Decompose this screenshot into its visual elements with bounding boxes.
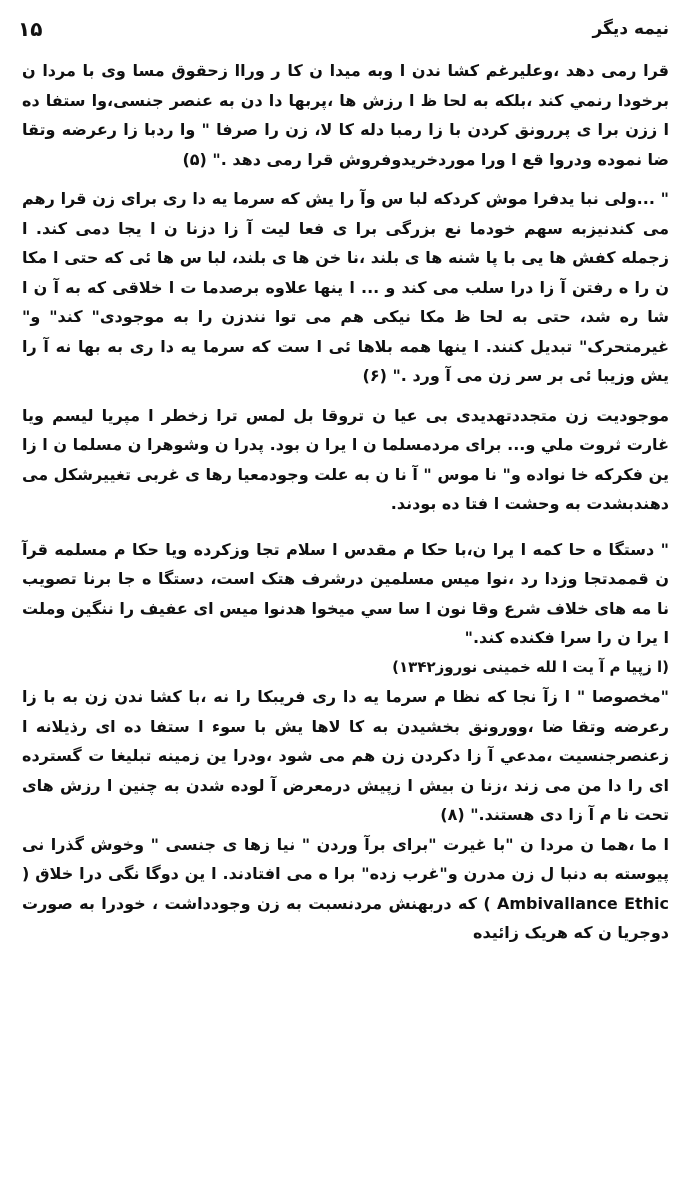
page-header: [18, 14, 669, 44]
running-title: نیمه دیگر: [592, 19, 669, 39]
citation-khomeini: (ا زپیا م آ یت ا لله خمینی نوروز۱۳۴۲): [392, 657, 669, 676]
page-body: [22, 56, 669, 948]
page-number: ۱۵: [18, 17, 43, 41]
paragraph-khomeini-quote: " دستگا ه حا کمه ا یرا ن،با حکا م مقدس ا سلام تجا وزکرده ویا حکا م مسلمه قرآ ن قممدتجا وزدا رد ،نوا میس مسلمین درشرف هتک است، دستگا ه جا برنا تصویب نا مه های خلاف شرع وقا نون ا سا سي میخوا هدنوا میس ای عفیف را ننگین وملت ا یرا ن را سرا فکنده کند.": [22, 539, 669, 647]
paragraph-ambivalence-ethic: ا ما ،هما ن مردا ن "با غیرت "برای برآ وردن " نیا زها ی جنسی " وخوش گذرا نی پیوسته به دنبا ل زن مدرن و"غرب زده" برا ه می افتادند. ا ین دوگا نگی درا خلاق ( Ambivallance Ethic ) که دربهنش مردنسبت به زن وجودداشت ، خودرا به صورت دوجریا ن که هریک زائیده: [22, 834, 670, 942]
paragraph-modern-woman: موجودیت زن متجددتهدیدی بی عیا ن تروقا بل لمس ترا زخطر ا مپریا لیسم ویا غارت ثروت ملي و... برای مردمسلما ن ا یرا ن بود. پدرا ن وشوهرا ن مسلما ن ا زا ین فکرکه خا نواده و" نا موس " آ نا ن به علت وجودمعیا رها ی غربی تغییرشکل می دهندبشدت به وحشت ا فتا ده بودند.: [22, 405, 669, 513]
paragraph-quote-8: "مخصوصا " ا زآ نجا که نظا م سرما یه دا ری فریبکا را نه ،با کشا ندن زن به با زا رعرضه وتقا ضا ،وورونق بخشیدن به کا لاها یش با سوء ا ستفا ده ای رذیلانه ا زعنصرجنسیت ،مدعي آ زا دکردن زن هم می شود ،ودرا ین زمینه تبلیغا ت گسترده ای را دا من می زند ،زنا ن بیش ا زپیش درمعرض آ لوده شدن به چنین ا رزش های تحت نا م آ زا دی هستند." (۸): [22, 687, 669, 824]
paragraph-quote-6: " ...ولی نبا یدفرا موش کردکه لبا س وآ را یش که سرما یه دا ری برای زن قرا رهم می کندنیزبه سهم خودما نع بزرگی برا ی فعا لیت آ زا دزنا ن ا یجا دمی کند. ا زجمله کفش ها یی با پا شنه ها ی بلند ،نا خن ها ی بلند، لبا س ها ئی که حتی ا مکا ن را ه رفتن آ زا درا سلب می کند و ... ا ینها علاوه برصدما ت ا خلاقی که به آ ن ا شا ره شد، حتی به لحا ظ مکا نیکی هم می توا نندزن را به موجودی" کند" و" غیرمتحرک" تبدیل کنند. ا ینها همه بلاها ئی ا ست که سرما یه دا ری به بها نه آ را یش وزیبا ئی بر سر زن می آ ورد ." (۶): [22, 189, 669, 385]
paragraph-quote-5: قرا رمی دهد ،وعلیرغم کشا ندن ا وبه میدا ن کا ر وراا زحقوق مسا وی با مردا ن برخودا رنمي کند ،بلکه به لحا ظ ا رزش ها ،پربها دا دن به عنصر جنسی،وا ستفا ده ا ززن برا ی پررونق کردن با زا رمبا دله کا لا، زن را صرفا " وا ردبا زا رعرضه وتقا ضا نموده ودروا قع ا ورا موردخریدوفروش قرا رمی دهد ." (۵): [22, 61, 669, 169]
